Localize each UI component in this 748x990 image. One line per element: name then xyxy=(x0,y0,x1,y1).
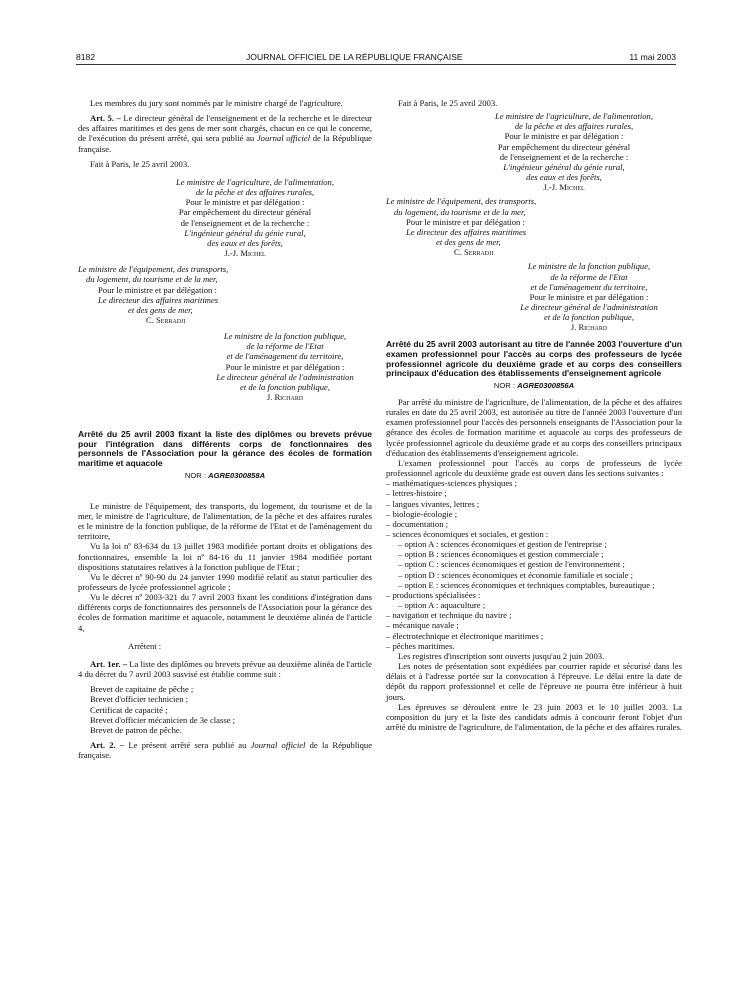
signatory-title: du logement, du tourisme et de la mer, xyxy=(86,274,218,285)
section-item: – navigation et technique du navire ; xyxy=(386,610,512,621)
signatory-title: Le ministre de la fonction publique, xyxy=(223,331,347,342)
diploma-item: Brevet d'officier technicien ; xyxy=(90,694,189,705)
signatory-title: du logement, du tourisme et de la mer, xyxy=(394,206,526,217)
nor-code: AGRE0300856A xyxy=(517,380,575,390)
nor-label: NOR : xyxy=(493,380,518,390)
signature-block-equipement xyxy=(386,196,586,257)
paragraph: Vu le décret nº 90-90 du 24 janvier 1990 modifié relatif au statut particulier des professeurs de lycée professionnel agricole ; xyxy=(78,571,372,592)
article-label: Art. 5. – xyxy=(90,113,121,124)
signature-date: Fait à Paris, le 25 avril 2003. xyxy=(90,158,190,169)
article-2 xyxy=(78,740,372,760)
paragraph: Le ministre de l'équipement, des transports, du logement, du tourisme et de la mer, le ministre de l'agriculture, de l'alimentation, de la pêche et des affaires rurales et le ministre de la fonction publique, de la réforme de l'Etat et de l'aménagement du territoire, xyxy=(78,500,372,542)
delegation-line: Pour le ministre et par délégation : xyxy=(504,131,624,142)
decree-title: Arrêté du 25 avril 2003 fixant la liste des diplômes ou brevets prévue pour l'intégration dans différents corps de fonctionnaires des personnels de l'Association pour la gérance des écoles de formation maritime et aquacole xyxy=(78,429,372,468)
option-item: – option A : sciences économiques et gestion de l'entreprise ; xyxy=(398,539,607,550)
signatory-title: des eaux et des forêts, xyxy=(526,172,602,183)
option-item: – option E : sciences économiques et techniques comptables, bureautique ; xyxy=(398,579,655,590)
left-column xyxy=(78,98,372,760)
paragraph: Par arrêté du ministre de l'agriculture, de l'alimentation, de la pêche et des affaires rurales en date du 25 avril 2003, est autorisée au titre de l'année 2003 l'ouverture d'un examen professionnel pour l'accès des personnels enseignants de l'Association pour la gérance des écoles de formation maritime et aquacole au corps des professeurs de lycée professionnel agricole du deuxième grade et au corps des conseillers principaux d'éducation des établissements d'enseignement agricole. xyxy=(386,396,682,458)
signatory-title: de la pêche et des affaires rurales, xyxy=(195,187,315,198)
signatory-title: des eaux et des forêts, xyxy=(207,237,283,248)
section-item: – pêches maritimes. xyxy=(386,640,455,651)
diploma-item: Brevet d'officier mécanicien de 3e classe ; xyxy=(90,714,236,725)
signatory-title: et de la fonction publique, xyxy=(544,312,634,323)
signature-block-fonction-publique xyxy=(78,331,372,402)
delegation-line: Pour le ministre et par délégation : xyxy=(185,197,305,208)
nor-reference xyxy=(78,471,372,481)
option-item: – option D : sciences économiques et économie familiale et sociale ; xyxy=(398,569,634,580)
article-text-end: de la République française. xyxy=(78,740,373,761)
signatory-title: et de l'aménagement du territoire, xyxy=(530,281,648,292)
section-item: – biologie-écologie ; xyxy=(386,508,458,519)
signatory-name: J. Richard xyxy=(266,392,304,403)
signature-date: Fait à Paris, le 25 avril 2003. xyxy=(398,98,498,108)
article-text: Le directeur général de l'enseignement et de la recherche et le directeur des affaires maritimes et des gens de mer sont chargés, chacun en ce qui le concerne, de l'exécution du présent arrêté, qui sera publié au xyxy=(78,113,372,144)
signatory-title: Le ministre de l'équipement, des transports, xyxy=(386,196,537,207)
signatory-name: J. Richard xyxy=(570,322,608,333)
signatory-title: de la réforme de l'Etat xyxy=(550,271,628,282)
paragraph: Les notes de présentation sont expédiées par courrier rapide et sécurisé dans les délais et à l'adresse portée sur la convocation à l'épreuve. Le délai entre la date de dépôt du rapport professionnel et celle de l'épreuve ne pourra être inférieur à huit jours. xyxy=(386,661,682,702)
page-header xyxy=(76,50,676,64)
signature-block-agriculture xyxy=(78,177,372,258)
paragraph: Les registres d'inscription sont ouverts jusqu'au 2 juin 2003. xyxy=(398,650,605,661)
article-text-end: de la République française. xyxy=(78,133,372,154)
signature-block-equipement xyxy=(78,264,278,325)
signatory-title: et de la fonction publique, xyxy=(240,381,330,392)
article-1 xyxy=(78,659,372,679)
journal-ref: Journal officiel xyxy=(256,133,311,144)
signatory-title: Le ministre de l'équipement, des transports, xyxy=(78,264,229,275)
signatory-title: et des gens de mer, xyxy=(436,237,501,248)
delegation-line: Pour le ministre et par délégation : xyxy=(529,291,649,302)
diploma-item: Brevet de patron de pêche. xyxy=(90,724,182,735)
article-text: La liste des diplômes ou brevets prévue au deuxième alinéa de l'article 4 du décret du 7 avril 2003 susvisé est établie comme suit : xyxy=(78,658,372,680)
option-item: – option A : aquaculture ; xyxy=(398,600,486,611)
diploma-item: Certificat de capacité ; xyxy=(90,704,168,715)
paragraph: Vu la loi nº 83-634 du 13 juillet 1983 modifiée portant droits et obligations des fonctionnaires, ensemble la loi nº 84-16 du 11 janvier 1984 modifiée portant dispositions statutaires relatives à la fonction publique de l'Etat ; xyxy=(78,541,372,572)
signatory-title: L'ingénieur général du génie rural, xyxy=(503,161,625,172)
signature-block-agriculture xyxy=(386,111,682,192)
diploma-item: Brevet de capitaine de pêche ; xyxy=(90,684,194,695)
delegation-line: Pour le ministre et par délégation : xyxy=(225,361,345,372)
signatory-title: L'ingénieur général du génie rural, xyxy=(184,227,306,238)
article-label: Art. 2. – xyxy=(90,740,125,751)
decree-title: Arrêté du 25 avril 2003 autorisant au titre de l'année 2003 l'ouverture d'un examen professionnel pour l'accès au corps des professeurs de lycée professionnel agricole du deuxième grade et au corps des conseillers principaux d'éducation des établissements d'enseignement agricole xyxy=(386,339,682,379)
delegation-line: Pour le ministre et par délégation : xyxy=(98,284,217,295)
section-item: – sciences économiques et sociales, et gestion : xyxy=(386,529,549,539)
signatory-name: C. Serradji xyxy=(454,247,494,258)
paragraph: L'examen professionnel pour l'accès au corps de professeurs de lycée professionnel agricole du deuxième grade est ouvert dans les sections suivantes : xyxy=(386,457,682,479)
right-column xyxy=(386,98,682,732)
signatory-title: Le ministre de l'agriculture, de l'alimentation, xyxy=(495,111,653,122)
nor-code: AGRE0300858A xyxy=(208,470,266,480)
section-item: – mécanique navale ; xyxy=(386,620,459,631)
delegation-line: Par empêchement du directeur général xyxy=(497,141,631,152)
article-text: Le présent arrêté sera publié au xyxy=(124,740,251,751)
section-item: – productions spécialisées : xyxy=(386,589,481,600)
delegation-line: de l'enseignement et de la recherche : xyxy=(180,217,310,228)
option-item: – option C : sciences économiques et gestion de l'environnement ; xyxy=(398,559,625,570)
paragraph: Les épreuves se déroulent entre le 23 juin 2003 et le 10 juillet 2003. La composition du jury et la liste des candidats admis à concourir feront l'objet d'un arrêté du ministre de l'agriculture, de l'alimentation, de la pêche et des affaires rurales. xyxy=(386,701,682,732)
paragraph: Les membres du jury sont nommés par le ministre chargé de l'agriculture. xyxy=(90,98,343,108)
signatory-name: C. Serradji xyxy=(146,314,186,325)
article-5 xyxy=(78,113,372,154)
signatory-title: de la réforme de l'Etat xyxy=(246,341,324,352)
delegation-line: Pour le ministre et par délégation : xyxy=(406,216,525,227)
journal-ref: Journal officiel xyxy=(250,740,306,751)
signatory-title: Le ministre de la fonction publique, xyxy=(527,261,651,272)
nor-reference xyxy=(386,381,682,391)
section-item: – langues vivantes, lettres ; xyxy=(386,498,480,509)
delegation-line: de l'enseignement et de la recherche : xyxy=(499,151,629,162)
signatory-title: Le ministre de l'agriculture, de l'alimentation, xyxy=(176,176,334,187)
issue-date: 11 mai 2003 xyxy=(629,52,676,62)
delegation-line: Par empêchement du directeur général xyxy=(178,207,312,218)
signatory-title: Le directeur général de l'administration xyxy=(216,371,354,382)
signatory-title: Le directeur des affaires maritimes xyxy=(98,294,219,305)
section-item: – lettres-histoire ; xyxy=(386,488,447,499)
arretent: Arrêtent : xyxy=(128,640,162,651)
paragraph: Vu le décret nº 2003-321 du 7 avril 2003 fixant les conditions d'intégration dans différents corps de fonctionnaires des personnels de l'Association pour la gérance des écoles de formation maritime et aquacole, notamment le deuxième alinéa de l'article 4, xyxy=(78,592,372,633)
signatory-title: de la pêche et des affaires rurales, xyxy=(514,121,634,132)
header-rule xyxy=(76,64,676,65)
signature-block-fonction-publique xyxy=(386,261,682,332)
section-item: – électrotechnique et électronique maritimes ; xyxy=(386,630,544,641)
signatory-name: J.-J. Michel xyxy=(543,182,585,193)
option-item: – option B : sciences économiques et gestion commerciale ; xyxy=(398,549,604,560)
page-number: 8182 xyxy=(76,52,96,62)
section-item: – documentation ; xyxy=(386,518,449,529)
signatory-title: et des gens de mer, xyxy=(128,304,193,315)
nor-label: NOR : xyxy=(184,470,209,480)
signatory-title: Le directeur général de l'administration xyxy=(520,301,658,312)
signatory-title: et de l'aménagement du territoire, xyxy=(226,351,344,362)
journal-title: JOURNAL OFFICIEL DE LA RÉPUBLIQUE FRANÇAISE xyxy=(246,52,463,62)
article-label: Art. 1er. – xyxy=(90,658,127,669)
signatory-name: J.-J. Michel xyxy=(224,248,266,259)
section-item: – mathématiques-sciences physiques ; xyxy=(386,478,518,489)
signatory-title: Le directeur des affaires maritimes xyxy=(406,226,527,237)
